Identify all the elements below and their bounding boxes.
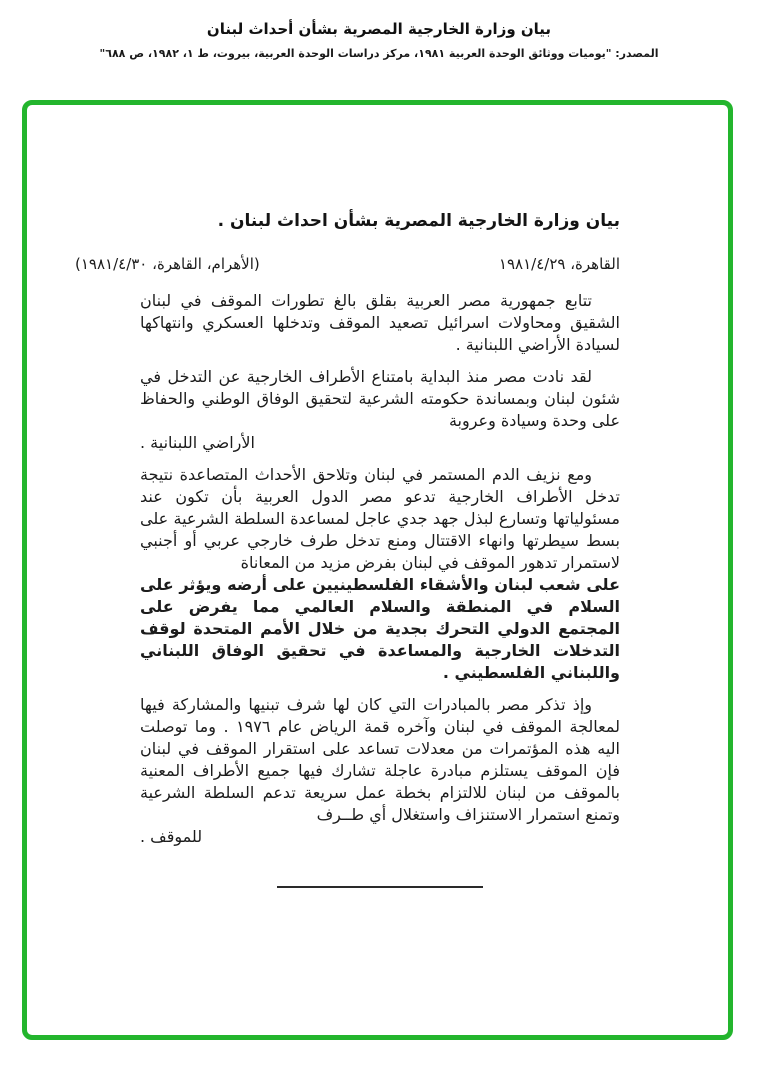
divider-rule [277,886,483,888]
paragraph-1-text: تتابع جمهورية مصر العربية بقلق بالغ تطورات الموقف في لبنان الشقيق ومحاولات اسرائيل تصعيد الموقف وتدخلها العسكري وانتهاكها لسيادة الأراضي اللبنانية . [140,291,620,354]
page-header [0,0,758,60]
paragraph-2 [140,366,620,454]
paragraph-3 [140,464,620,684]
document-content [27,105,728,888]
dateline-place-date: القاهرة، ١٩٨١/٤/٢٩ [498,255,620,273]
paragraph-2-text: لقد نادت مصر منذ البداية بامتناع الأطراف الخارجية عن التدخل في شئون لبنان وبمساندة حكومته الشرعية لتحقيق الوفاق الوطني والحفاظ على وحدة وسيادة وعروبة [140,367,620,430]
paragraph-4-text: وإذ تذكر مصر بالمبادرات التي كان لها شرف تبنيها والمشاركة فيها لمعالجة الموقف في لبنان وآخره قمة الرياض عام ١٩٧٦ . وما توصلت اليه هذه المؤتمرات من معدلات تساعد على استقرار الموقف في لبنان فإن الموقف يستلزم مبادرة عاجلة تشارك فيها جميع الأطراف المعنية بالموقف من لبنان للالتزام بخطة عمل سريعة تدعم السلطة الشرعية وتمنع استمرار الاستنزاف واستغلال أي طــرف [140,695,620,824]
paragraph-3-text: ومع نزيف الدم المستمر في لبنان وتلاحق الأحداث المتصاعدة نتيجة تدخل الأطراف الخارجية تدعو مصر الدول العربية بأن تكون عند مسئولياتها وتسارع لبذل جهد جدي عاجل لمساعدة السلطة الشرعية على بسط سيطرتها وانهاء الاقتتال ومنع تدخل طرف خارجي عربي أو أجنبي لاستمرار تدهور الموقف في لبنان بفرض مزيد من المعاناة [140,465,620,572]
paragraph-4-last-line: للموقف . [140,827,203,846]
document-body [27,290,728,888]
paragraph-2-last-line: الأراضي اللبنانية . [140,433,255,452]
paragraph-4 [140,694,620,848]
paragraph-3-heavy-ink-text: على شعب لبنان والأشقاء الفلسطينيين على أرضه ويؤثر على السلام في المنطقة والسلام العالمي مما يفرض على المجتمع الدولي التحرك بجدية من خلال الأمم المتحدة لوقف التدخلات الخارجية والمساعدة في تحقيق الوفاق اللبناني واللبناني الفلسطيني . [140,575,620,682]
document-title: بيان وزارة الخارجية المصرية بشأن احداث لبنان . [217,211,620,231]
dateline-row [27,255,728,273]
dateline-newspaper-citation: (الأهرام، القاهرة، ١٩٨١/٤/٣٠) [75,255,260,273]
source-citation-line: المصدر: "يوميات ووثائق الوحدة العربية ١٩٨١، مركز دراسات الوحدة العربية، بيروت، ط ١، ١٩٨٢، ص ٦٨٨" [99,47,659,60]
document-frame [22,100,733,1040]
paragraph-1 [140,290,620,356]
page-title: بيان وزارة الخارجية المصرية بشأن أحداث لبنان [206,20,552,38]
